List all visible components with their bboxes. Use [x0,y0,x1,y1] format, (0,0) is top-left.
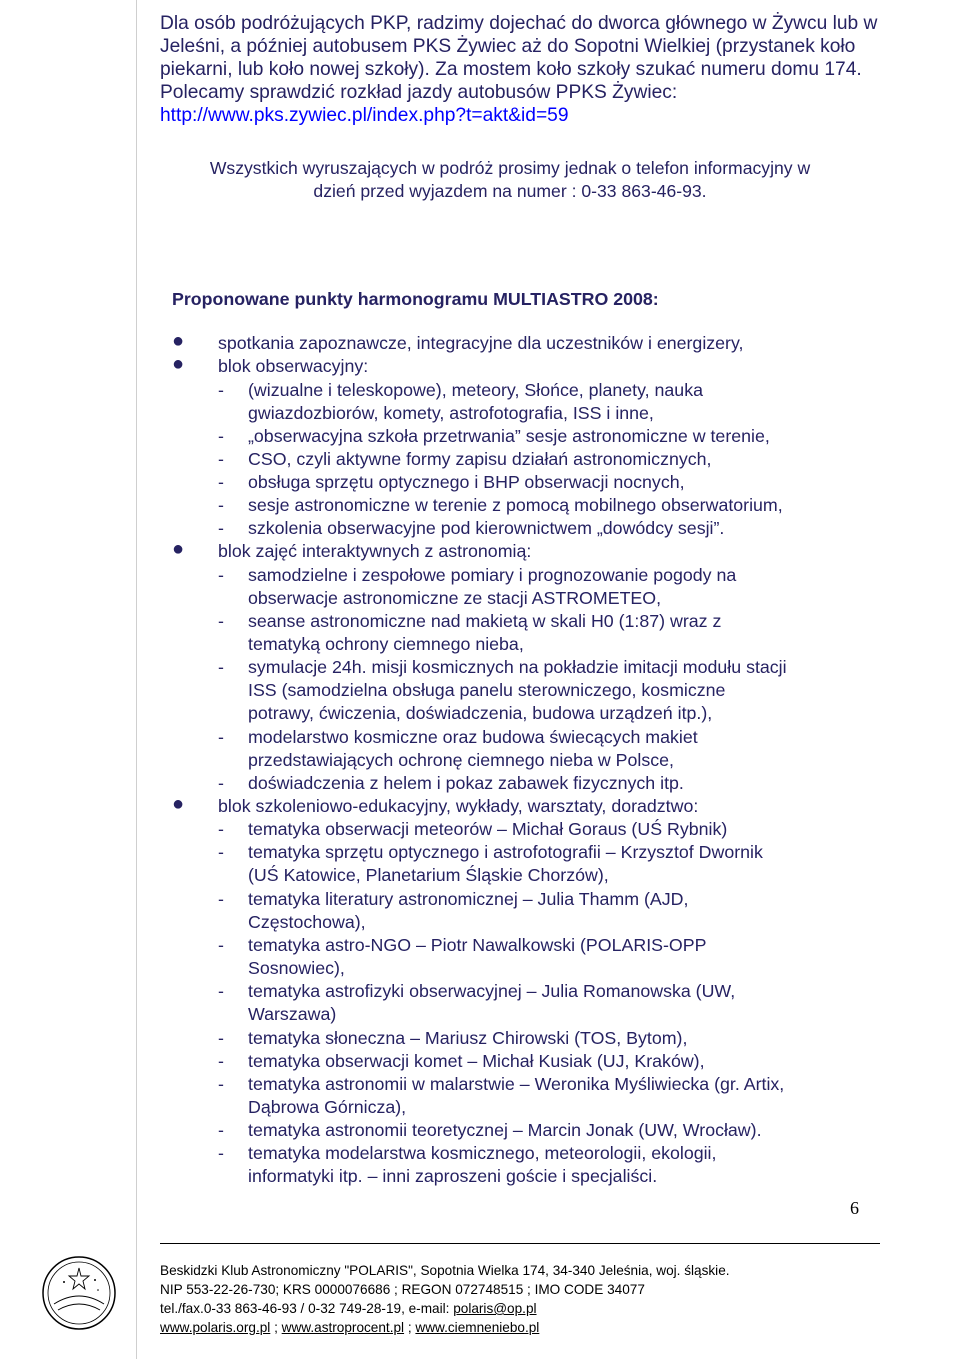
footer-websites: www.polaris.org.pl ; www.astroprocent.pl ; www.ciemneniebo.pl [160,1320,540,1335]
program-line-text: blok obserwacyjny: [218,356,369,376]
program-line-text: tematyka obserwacji komet – Michał Kusiak (UJ, Kraków), [248,1051,705,1071]
program-line-text: tematyką ochrony ciemnego nieba, [248,634,524,654]
dash-marker: - [218,727,224,747]
website-link-ciemneniebo[interactable]: www.ciemneniebo.pl [415,1320,540,1335]
page-number: 6 [850,1198,859,1218]
dash-marker: - [218,1074,224,1094]
footer-address: Beskidzki Klub Astronomiczny "POLARIS", Sopotnia Wielka 174, 34-340 Jeleśnia, woj. śląskie. [160,1263,730,1278]
footer-divider [160,1243,880,1244]
program-line-text: seanse astronomiczne nad makietą w skali H0 (1:87) wraz z [248,611,722,631]
margin-line [136,0,137,1359]
dash-marker: - [218,1143,224,1163]
website-link-astroprocent[interactable]: www.astroprocent.pl [281,1320,405,1335]
program-line-text: „obserwacyjna szkoła przetrwania” sesje astronomiczne w terenie, [248,426,770,446]
program-line-text: tematyka astro-NGO – Piotr Nawalkowski (POLARIS-OPP [248,935,707,955]
program-line-text: szkolenia obserwacyjne pod kierownictwem „dowódcy sesji”. [248,518,725,538]
program-line-text: gwiazdozbiorów, komety, astrofotografia, ISS i inne, [248,403,654,423]
program-line-text: spotkania zapoznawcze, integracyjne dla uczestników i energizery, [218,333,744,353]
dash-marker: - [218,842,224,862]
dash-marker: - [218,819,224,839]
dash-marker: - [218,518,224,538]
program-line-text: ISS (samodzielna obsługa panelu sterowniczego, kosmiczne [248,680,726,700]
dash-marker: - [218,449,224,469]
travel-info-text: Dla osób podróżujących PKP, radzimy dojechać do dworca głównego w Żywcu lub w Jeleśni, a później autobusem PKS Żywiec aż do Sopotni Wielkiej (przystanek koło piekarni, lub koło nowej szkoły). Za mostem koło szkoły szukać numeru domu 174. Polecamy sprawdzić rozkład jazdy autobusów PPKS Żywiec: [160,13,878,103]
dash-marker: - [218,495,224,515]
dash-marker: - [218,657,224,677]
dash-marker: - [218,935,224,955]
program-line-text: sesje astronomiczne w terenie z pomocą mobilnego obserwatorium, [248,495,783,515]
program-line-text: blok zajęć interaktywnych z astronomią: [218,541,532,561]
dash-marker: - [218,1051,224,1071]
dash-marker: - [218,889,224,909]
program-line-text: Warszawa) [248,1004,337,1024]
dash-marker: - [218,1120,224,1140]
program-line-text: obserwacje astronomiczne ze stacji ASTROMETEO, [248,588,662,608]
program-line-text: tematyka astronomii w malarstwie – Weronika Myśliwiecka (gr. Artix, [248,1074,785,1094]
program-line-text: symulacje 24h. misji kosmicznych na pokładzie imitacji modułu stacji [248,657,787,677]
program-line-text: tematyka modelarstwa kosmicznego, meteorologii, ekologii, [248,1143,717,1163]
dash-marker: - [218,981,224,1001]
dash-marker: - [218,611,224,631]
polaris-logo [40,1254,118,1332]
bus-schedule-link[interactable]: http://www.pks.zywiec.pl/index.php?t=akt&id=59 [160,105,569,126]
program-line-text: tematyka obserwacji meteorów – Michał Goraus (UŚ Rybnik) [248,819,728,839]
program-line-text: przedstawiających ochronę ciemnego nieba w Polsce, [248,750,674,770]
footer [160,1261,730,1337]
website-link-polaris[interactable]: www.polaris.org.pl [160,1320,271,1335]
program-line-text: Sosnowiec), [248,958,345,978]
program-line-text: tematyka astrofizyki obserwacyjnej – Julia Romanowska (UW, [248,981,736,1001]
footer-contact: tel./fax.0-33 863-46-93 / 0-32 749-28-19, e-mail: polaris@op.pl [160,1301,537,1316]
phone-note-line2: dzień przed wyjazdem na numer : 0-33 863-46-93. [313,181,707,201]
program-line-text: tematyka literatury astronomicznej – Julia Thamm (AJD, [248,889,689,909]
dash-marker: - [218,472,224,492]
program-line-text: blok szkoleniowo-edukacyjny, wykłady, warsztaty, doradztwo: [218,796,699,816]
program-line-text: (UŚ Katowice, Planetarium Śląskie Chorzów), [248,865,609,885]
program-line-text: Dąbrowa Górnicza), [248,1097,407,1117]
dash-marker: - [218,773,224,793]
program-heading: Proponowane punkty harmonogramu MULTIASTRO 2008: [172,289,659,309]
program-line-text: informatyki itp. – inni zaproszeni goście i specjaliści. [248,1166,658,1186]
dash-marker: - [218,380,224,400]
bullet-icon: ● [172,793,185,815]
bullet-icon: ● [172,330,185,352]
program-line-text: modelarstwo kosmiczne oraz budowa świecących makiet [248,727,698,747]
dash-marker: - [218,1028,224,1048]
program-line-text: Częstochowa), [248,912,366,932]
bullet-icon: ● [172,353,185,375]
phone-note-line1: Wszystkich wyruszających w podróż prosimy jednak o telefon informacyjny w [209,158,811,178]
program-line-text: potrawy, ćwiczenia, doświadczenia, budowa urządzeń itp.), [248,703,713,723]
footer-registry: NIP 553-22-26-730; KRS 0000076686 ; REGON 072748515 ; IMO CODE 34077 [160,1282,645,1297]
program-line-text: samodzielne i zespołowe pomiary i prognozowanie pogody na [248,565,737,585]
dash-marker: - [218,426,224,446]
bullet-icon: ● [172,538,185,560]
program-line-text: (wizualne i teleskopowe), meteory, Słońce, planety, nauka [248,380,703,400]
program-line-text: obsługa sprzętu optycznego i BHP obserwacji nocnych, [248,472,685,492]
program-line-text: tematyka astronomii teoretycznej – Marcin Jonak (UW, Wrocław). [248,1120,762,1140]
program-line-text: tematyka słoneczna – Mariusz Chirowski (TOS, Bytom), [248,1028,688,1048]
travel-info [160,12,880,127]
dash-marker: - [218,565,224,585]
program-line-text: tematyka sprzętu optycznego i astrofotografii – Krzysztof Dwornik [248,842,763,862]
email-link[interactable]: polaris@op.pl [453,1301,537,1316]
program-line-text: doświadczenia z helem i pokaz zabawek fizycznych itp. [248,773,684,793]
program-line-text: CSO, czyli aktywne formy zapisu działań astronomicznych, [248,449,712,469]
